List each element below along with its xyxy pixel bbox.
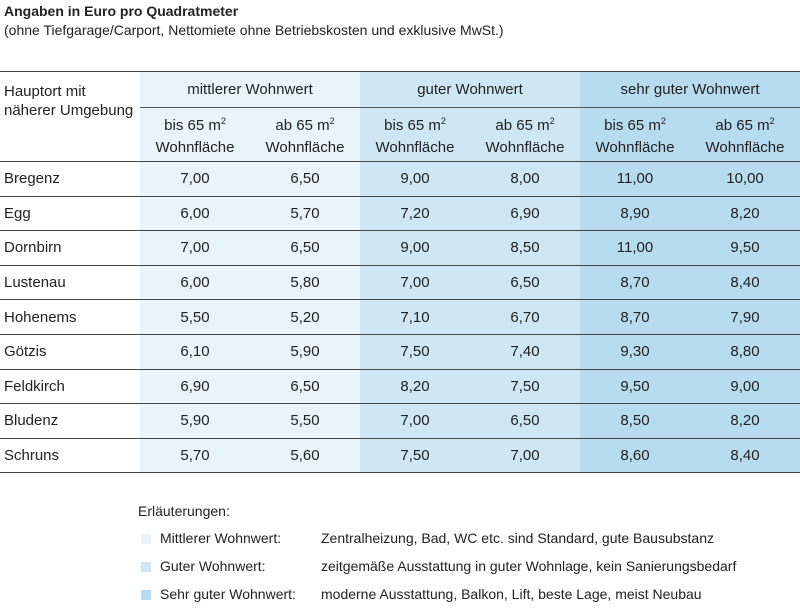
value-cell: 8,60 [580,438,690,473]
value-cell: 6,70 [470,300,580,335]
value-cell: 7,00 [360,265,470,300]
size-header-bis65-mittlerer: bis 65 $m^2$ Wohnfläche [140,108,250,162]
group-header-guter: guter Wohnwert [360,72,580,108]
value-cell: 8,20 [690,196,800,231]
value-cell: 5,20 [250,300,360,335]
legend-label: Guter Wohnwert: [160,558,266,574]
value-cell: 8,20 [690,404,800,439]
city-cell: Egg [4,204,31,222]
value-cell: 6,50 [470,404,580,439]
city-cell: Bludenz [4,412,59,430]
value-cell: 8,50 [470,231,580,266]
value-cell: 5,60 [250,438,360,473]
table-row [0,404,800,439]
city-cell: Bregenz [4,170,60,188]
value-cell: 8,40 [690,438,800,473]
size-header-ab65-sehr-guter: ab 65 $m^2$ Wohnfläche [690,108,800,162]
value-cell: 8,50 [580,404,690,439]
value-cell: 8,80 [690,334,800,369]
page-title: Angaben in Euro pro Quadratmeter [4,3,239,19]
table-row [0,196,800,231]
value-cell: 6,90 [140,369,250,404]
value-cell: 6,50 [250,369,360,404]
value-cell: 9,50 [580,369,690,404]
table-row [0,334,800,369]
legend-title: Erläuterungen: [138,503,230,519]
value-cell: 5,50 [250,404,360,439]
value-cell: 5,90 [250,334,360,369]
value-cell: 5,70 [140,438,250,473]
value-cell: 11,00 [580,162,690,197]
value-cell: 6,90 [470,196,580,231]
value-cell: 5,80 [250,265,360,300]
city-cell: Schruns [4,447,60,465]
value-cell: 8,40 [690,265,800,300]
value-cell: 7,50 [360,334,470,369]
value-cell: 7,10 [360,300,470,335]
value-cell: 9,30 [580,334,690,369]
city-cell: Dornbirn [4,239,62,257]
city-cell: Feldkirch [4,377,65,395]
value-cell: 6,50 [250,162,360,197]
legend-swatch-mittlerer [141,534,151,544]
value-cell: 8,00 [470,162,580,197]
value-cell: 7,50 [470,369,580,404]
table-row [0,265,800,300]
size-header-ab65-guter: ab 65 $m^2$ Wohnfläche [470,108,580,162]
value-cell: 7,90 [690,300,800,335]
value-cell: 6,00 [140,265,250,300]
value-cell: 7,40 [470,334,580,369]
value-cell: 9,00 [360,231,470,266]
rent-table [0,71,800,473]
legend-description: zeitgemäße Ausstattung in guter Wohnlage, kein Sanierungsbedarf [321,558,737,574]
value-cell: 7,00 [470,438,580,473]
table-row [0,369,800,404]
table-row [0,300,800,335]
group-header-mittlerer: mittlerer Wohnwert [140,72,360,108]
value-cell: 8,70 [580,300,690,335]
table-row [0,231,800,266]
value-cell: 10,00 [690,162,800,197]
city-cell: Lustenau [4,274,66,292]
value-cell: 8,70 [580,265,690,300]
city-cell: Götzis [4,343,47,361]
legend-label: Sehr guter Wohnwert: [160,586,296,602]
page-subtitle: (ohne Tiefgarage/Carport, Nettomiete ohne Betriebskosten und exklusive MwSt.) [4,22,504,38]
legend-swatch-sehr-guter [141,590,151,600]
size-header-ab65-mittlerer: ab 65 $m^2$ Wohnfläche [250,108,360,162]
value-cell: 7,50 [360,438,470,473]
table-row [0,438,800,473]
value-cell: 11,00 [580,231,690,266]
value-cell: 6,10 [140,334,250,369]
value-cell: 7,20 [360,196,470,231]
corner-header [0,72,140,162]
value-cell: 7,00 [360,404,470,439]
size-header-bis65-guter: bis 65 $m^2$ Wohnfläche [360,108,470,162]
city-cell: Hohenems [4,308,77,326]
value-cell: 7,00 [140,162,250,197]
header-row-groups [0,72,800,108]
value-cell: 6,50 [470,265,580,300]
table-row [0,162,800,197]
corner-line-2: näherer Umgebung [4,102,134,119]
size-header-bis65-sehr-guter: bis 65 $m^2$ Wohnfläche [580,108,690,162]
corner-line-1: Hauptort mit [4,83,86,100]
value-cell: 9,50 [690,231,800,266]
value-cell: 6,00 [140,196,250,231]
legend-label: Mittlerer Wohnwert: [160,530,282,546]
value-cell: 8,90 [580,196,690,231]
group-header-sehr-guter: sehr guter Wohnwert [580,72,800,108]
value-cell: 6,50 [250,231,360,266]
value-cell: 9,00 [360,162,470,197]
value-cell: 5,50 [140,300,250,335]
legend-swatch-guter [141,562,151,572]
legend-description: moderne Ausstattung, Balkon, Lift, beste Lage, meist Neubau [321,586,702,602]
legend-description: Zentralheizung, Bad, WC etc. sind Standard, gute Bausubstanz [321,530,715,546]
value-cell: 8,20 [360,369,470,404]
value-cell: 9,00 [690,369,800,404]
value-cell: 5,70 [250,196,360,231]
value-cell: 7,00 [140,231,250,266]
value-cell: 5,90 [140,404,250,439]
